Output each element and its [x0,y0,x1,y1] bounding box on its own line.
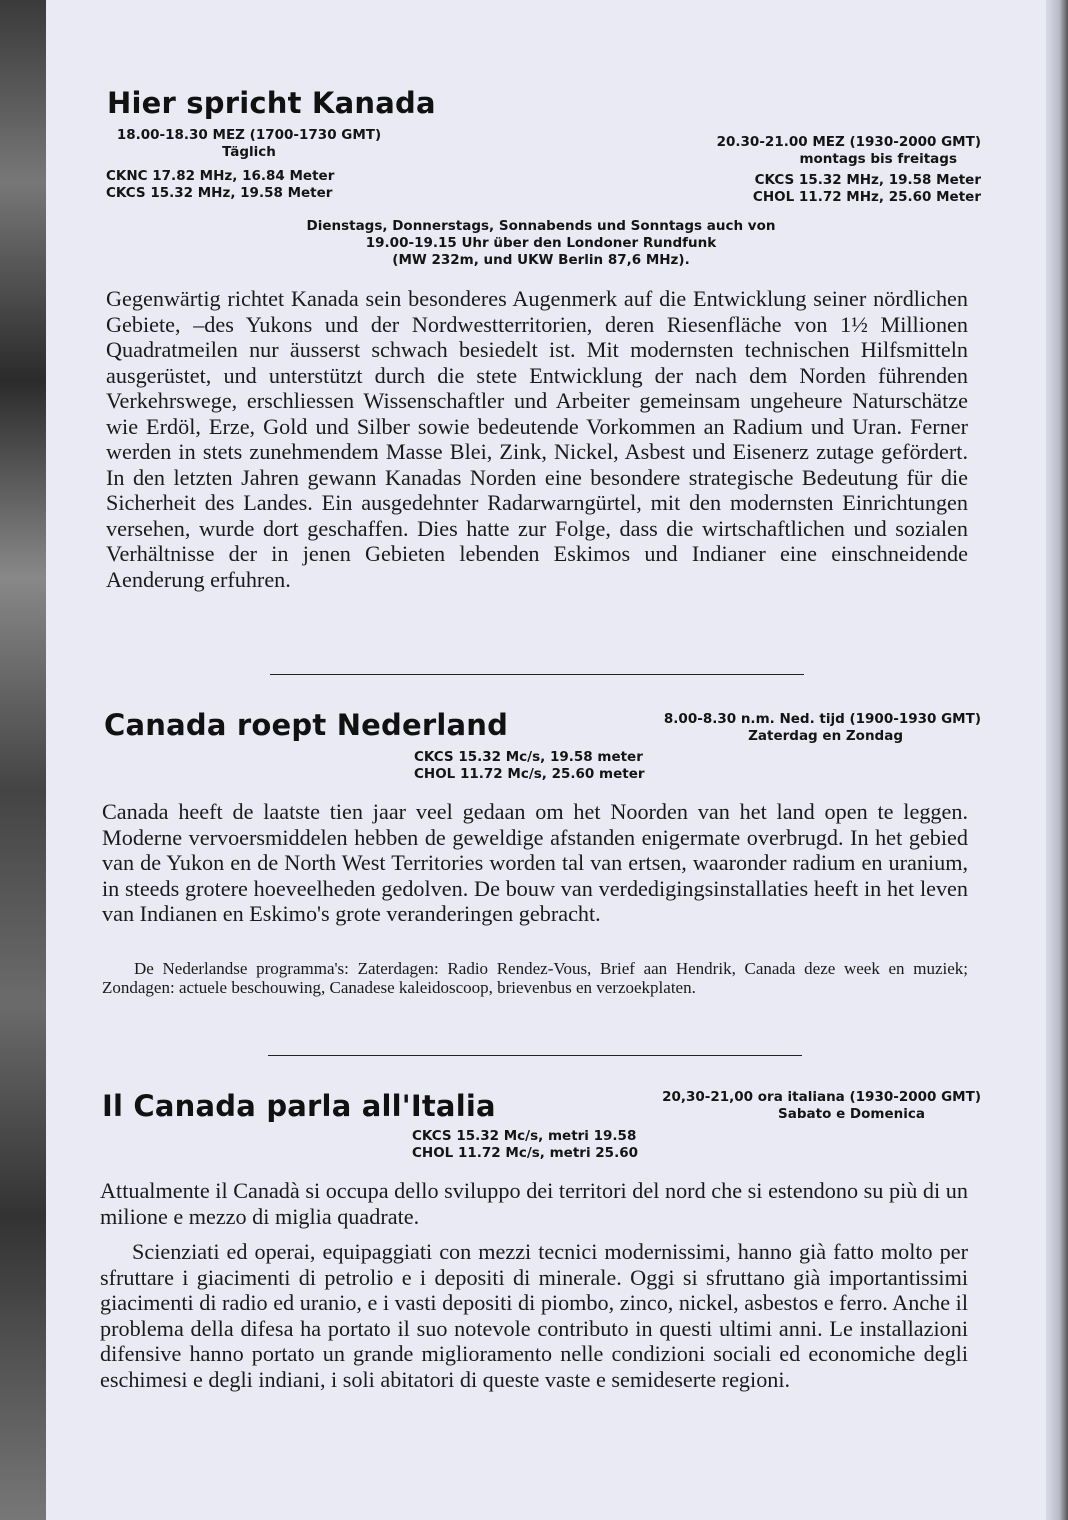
page-content [46,0,1046,1520]
german-right-freq1: CKCS 15.32 MHz, 19.58 Meter [754,172,981,188]
italian-freq2: CHOL 11.72 Mc/s, metri 25.60 [412,1145,638,1161]
dutch-time: 8.00-8.30 n.m. Ned. tijd (1900-1930 GMT) [663,711,981,727]
german-left-freqs [106,168,334,202]
german-left-freq1: CKNC 17.82 MHz, 16.84 Meter [106,168,335,184]
german-extra-1: Dienstags, Donnerstags, Sonnabends und Sonntags auch von [306,218,776,234]
italian-time: 20,30-21,00 ora italiana (1930-2000 GMT) [662,1089,981,1105]
german-right-time: 20.30-21.00 MEZ (1930-2000 GMT) [716,134,981,150]
dutch-body-text: Canada heeft de laatste tien jaar veel gedaan om het Noorden van het land open te leggen. Moderne vervoersmiddelen hebben de geweldige afstanden enigermate overbrugd. In het gebied van de Yukon en de North West Territories worden tal van ertsen, waaronder radium en uranium, in steeds grotere hoeveelheden gedolven. De bouw van verdedigingsinstallaties heeft in het leven van Indianen en Eskimo's grote veranderingen gebracht. [102,799,968,926]
dutch-freq2: CHOL 11.72 Mc/s, 25.60 meter [414,766,645,782]
german-left-schedule [104,127,394,161]
italian-days: Sabato e Domenica [778,1106,925,1122]
italian-title: Il Canada parla all'Italia [102,1089,496,1123]
page-edge-right [1046,0,1068,1520]
divider-1 [270,674,804,675]
dutch-title: Canada roept Nederland [104,708,509,742]
german-left-days: Täglich [222,144,276,160]
italian-body-1: Attualmente il Canadà si occupa dello sviluppo dei territori del nord che si estendono su più di un milione e mezzo di miglia quadrate. [100,1178,968,1229]
german-extra [271,218,811,269]
german-body-text: Gegenwärtig richtet Kanada sein besonderes Augenmerk auf die Entwicklung seiner nördlichen Gebiete, –des Yukons und der Nordwestterritorien, deren Riesenfläche von 1½ Millionen Quadratmeilen nur äusserst schwach besiedelt ist. Mit modernsten technischen Hilfsmitteln ausgerüstet, und unterstützt durch die stete Entwicklung der nach dem Norden führenden Verkehrswege, erschliessen Wissenschaftler und Arbeiter gemeinsam ungeheure Naturschätze wie Erdöl, Erze, Gold und Silber sowie bedeutende Vorkommen an Radium und Uran. Ferner werden in stets zunehmendem Masse Blei, Zink, Nickel, Asbest und Eisenerz zutage gefördert. In den letzten Jahren gewann Kanadas Norden eine besondere strategische Bedeutung für die Sicherheit des Landes. Ein ausgedehnter Radarwarngürtel, mit den modernsten Einrichtungen versehen, wurde dort geschaffen. Dies hatte zur Folge, dass die wirtschaftlichen und sozialen Verhältnisse der in jenen Gebieten lebenden Eskimos und Indianer eine einschneidende Aenderung erfuhren. [106,286,968,592]
dutch-body [102,799,968,927]
german-title: Hier spricht Kanada [107,86,436,120]
binding-edge-photo [0,0,46,1520]
dutch-freqs [414,749,645,783]
german-left-time: 18.00-18.30 MEZ (1700-1730 GMT) [116,127,382,143]
dutch-schedule [606,711,981,745]
german-left-freq2: CKCS 15.32 MHz, 19.58 Meter [106,185,333,201]
italian-freqs [412,1128,638,1162]
german-right-days: montags bis freitags [799,151,957,167]
italian-body [100,1178,968,1392]
italian-body-2: Scienziati ed operai, equipaggiati con mezzi tecnici modernissimi, hanno già fatto molto per sfruttare i giacimenti di petrolio e i depositi di minerale. Oggi si sfruttano già importantissimi giacimenti di radio ed uranio, e i vasti depositi di piombo, zinco, nickel, asbestos e ferro. Anche il problema della difesa ha portato il suo notevole contributo in questi ultimi anni. Le installazioni difensive hanno portato un grande miglioramento nelle condizioni sociali ed economiche degli eschimesi e degli indiani, i soli abitatori di queste vaste e semideserte regioni. [100,1239,968,1392]
german-right-freq2: CHOL 11.72 MHz, 25.60 Meter [752,189,981,205]
dutch-note: De Nederlandse programma's: Zaterdagen: Radio Rendez-Vous, Brief aan Hendrik, Canada deze week en muziek; Zondagen: actuele beschouwing, Canadese kaleidoscoop, brievenbus en verzoekplaten. [102,959,968,997]
divider-2 [268,1055,802,1056]
dutch-freq1: CKCS 15.32 Mc/s, 19.58 meter [414,749,643,765]
german-body [106,286,968,592]
german-extra-3: (MW 232m, und UKW Berlin 87,6 MHz). [392,252,690,268]
brochure-page [46,0,1046,1520]
italian-freq1: CKCS 15.32 Mc/s, metri 19.58 [412,1128,637,1144]
german-right-schedule [666,134,981,206]
dutch-days: Zaterdag en Zondag [748,728,903,744]
italian-schedule [606,1089,981,1123]
german-extra-2: 19.00-19.15 Uhr über den Londoner Rundfunk [365,235,717,251]
